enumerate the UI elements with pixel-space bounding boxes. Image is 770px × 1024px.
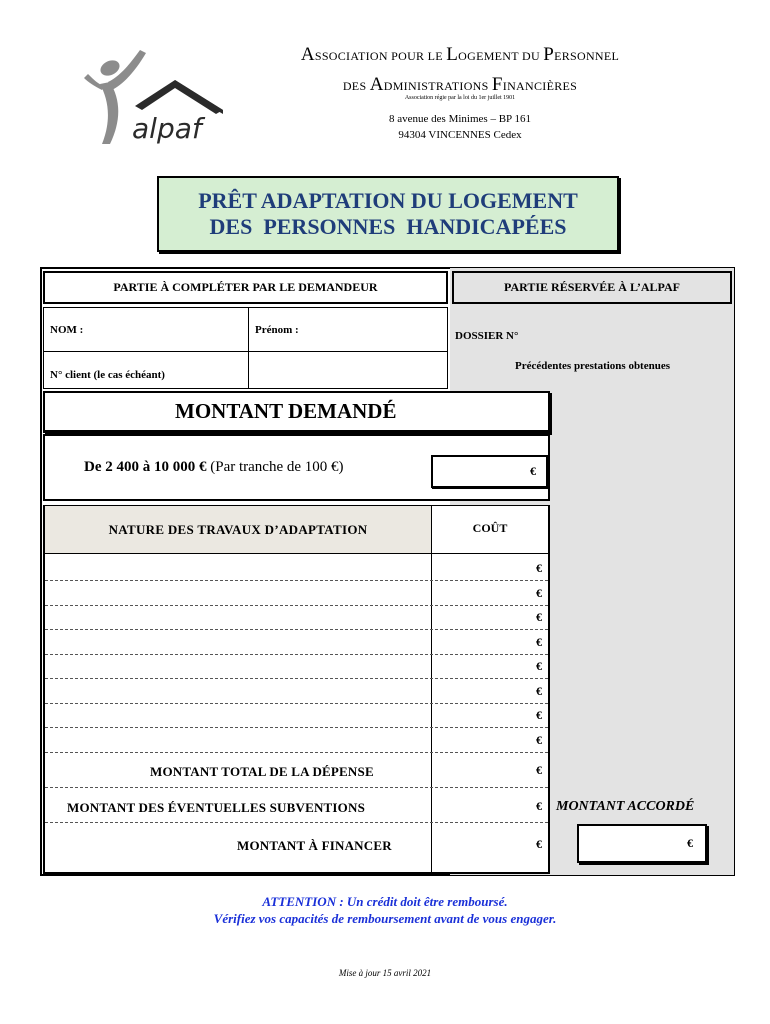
euro-symbol: € — [530, 464, 536, 478]
summary-row-line — [45, 787, 548, 788]
org-initial-f: F — [491, 74, 503, 95]
org-address-line1: 8 avenue des Minimes – BP 161 — [389, 113, 531, 125]
form-title-line2: DES PERSONNES HANDICAPÉES — [209, 214, 567, 239]
table-bottom-border — [43, 872, 550, 874]
work-row[interactable] — [45, 703, 548, 727]
cost-header: COÛT — [431, 505, 550, 554]
work-row[interactable] — [45, 728, 548, 752]
work-row[interactable] — [45, 581, 548, 605]
euro-symbol: € — [687, 836, 693, 850]
alpaf-logo — [80, 44, 230, 154]
amount-granted-label: MONTANT ACCORDÉ — [556, 799, 695, 814]
prenom-field[interactable] — [248, 307, 448, 352]
work-row-euro: € — [536, 708, 542, 722]
applicant-section-header: PARTIE À COMPLÉTER PAR LE DEMANDEUR — [43, 271, 448, 304]
amount-range-note: (Par tranche de 100 €) — [206, 459, 344, 475]
total-expense-label: MONTANT TOTAL DE LA DÉPENSE — [150, 764, 374, 779]
dossier-number-label: DOSSIER N° — [455, 330, 519, 342]
nom-label: NOM : — [50, 323, 84, 336]
amount-range-bold: De 2 400 à 10 000 € — [84, 459, 207, 475]
work-row-euro: € — [536, 659, 542, 673]
amount-range-text — [84, 459, 344, 476]
work-nature-header: NATURE DES TRAVAUX D’ADAPTATION — [43, 505, 432, 554]
logo-text: alpaf — [132, 112, 202, 145]
amount-to-finance-label: MONTANT À FINANCER — [237, 838, 392, 853]
org-initial-a: A — [369, 74, 384, 95]
org-name-line2 — [260, 74, 660, 96]
work-row[interactable] — [45, 630, 548, 654]
last-updated-note: Mise à jour 15 avril 2021 — [338, 968, 432, 978]
org-address-line2: 94304 VINCENNES Cedex — [398, 129, 522, 141]
work-row-euro: € — [536, 733, 542, 747]
work-row-line — [45, 752, 548, 753]
org-text: ERSONNEL — [554, 49, 620, 63]
client-number-field[interactable] — [248, 351, 448, 389]
work-row-euro: € — [536, 586, 542, 600]
form-title-line1: PRÊT ADAPTATION DU LOGEMENT — [198, 188, 578, 213]
form-title — [157, 176, 619, 252]
attention-warning: ATTENTION : Un crédit doit être remboursé. — [262, 894, 508, 909]
org-text: INANCIÈRES — [502, 79, 578, 93]
repayment-advice: Vérifiez vos capacités de remboursement avant de vous engager. — [213, 911, 557, 926]
work-row-euro: € — [536, 610, 542, 624]
work-row-euro: € — [536, 684, 542, 698]
work-row-euro: € — [536, 635, 542, 649]
org-initial-a: A — [300, 44, 315, 65]
amount-granted-field[interactable] — [577, 824, 707, 863]
work-row[interactable] — [45, 679, 548, 703]
alpaf-section-header: PARTIE RÉSERVÉE À L’ALPAF — [452, 271, 732, 304]
org-name-line1 — [260, 44, 660, 66]
previous-benefits-label: Précédentes prestations obtenues — [515, 360, 670, 372]
total-expense-euro[interactable]: € — [536, 763, 542, 777]
nom-field[interactable] — [43, 307, 249, 352]
prenom-label: Prénom : — [255, 323, 299, 336]
org-text: DES — [342, 79, 370, 93]
client-number-label-cell — [43, 351, 249, 389]
requested-amount-field[interactable] — [431, 455, 548, 488]
amount-to-finance-euro[interactable]: € — [536, 837, 542, 851]
org-initial-l: L — [446, 44, 459, 65]
org-text: SSOCIATION POUR LE — [314, 49, 447, 63]
work-row[interactable] — [45, 654, 548, 678]
work-row[interactable] — [45, 605, 548, 629]
org-text: OGEMENT DU — [458, 49, 544, 63]
client-number-label: N° client (le cas échéant) — [50, 369, 165, 381]
work-row-euro: € — [536, 561, 542, 575]
org-legal-notice: Association régie par la loi du 1er juillet 1901 — [404, 95, 516, 101]
org-initial-p: P — [543, 44, 555, 65]
org-text: DMINISTRATIONS — [383, 79, 492, 93]
work-row[interactable] — [45, 556, 548, 580]
amount-requested-heading: MONTANT DEMANDÉ — [43, 391, 550, 433]
subsidies-euro[interactable]: € — [536, 799, 542, 813]
subsidies-label: MONTANT DES ÉVENTUELLES SUBVENTIONS — [67, 800, 366, 815]
summary-row-line — [45, 822, 548, 823]
